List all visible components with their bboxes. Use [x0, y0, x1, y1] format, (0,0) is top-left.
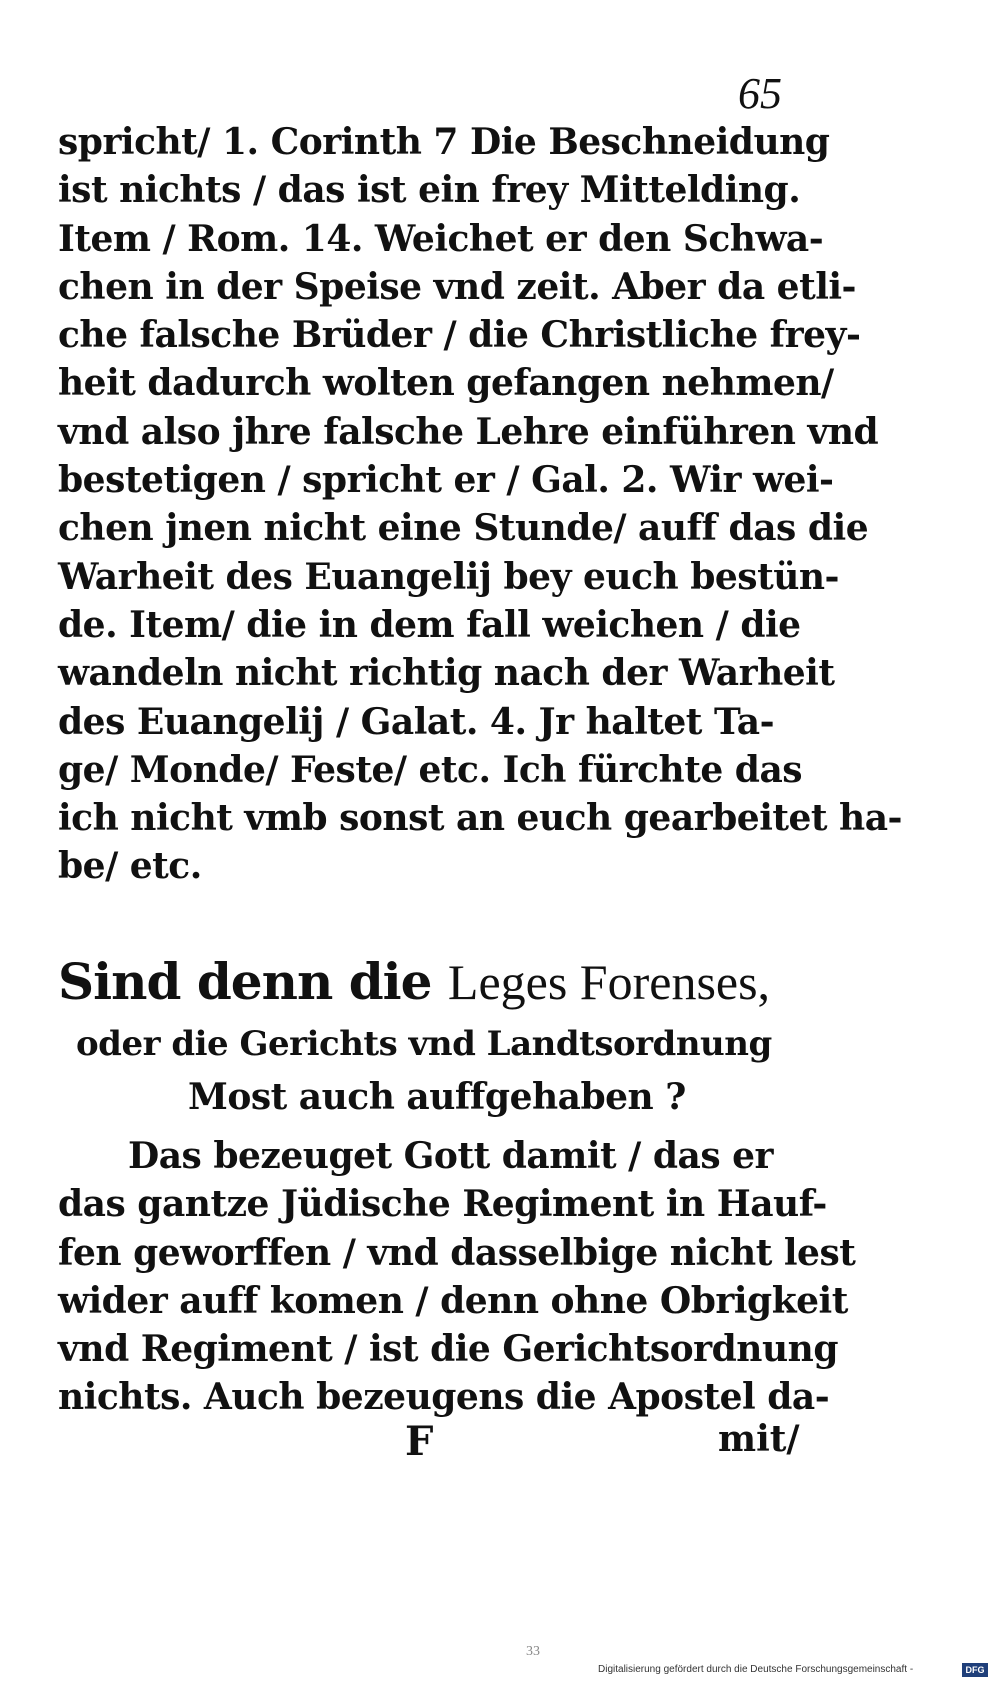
text-line: be/ etc. — [58, 845, 202, 888]
heading-fraktur-part: Sind denn die — [58, 952, 432, 1011]
text-block-2 — [58, 1132, 856, 1422]
signature-mark: F — [405, 1418, 434, 1465]
text-line: chen in der Speise vnd zeit. Aber da etli- — [58, 265, 856, 308]
text-line: das gantze Jüdische Regiment in Hauf- — [58, 1183, 827, 1226]
text-line: chen jnen nicht eine Stunde/ auff das die — [58, 507, 869, 550]
text-line: heit dadurch wolten gefangen nehmen/ — [58, 362, 834, 405]
catchword: mit/ — [718, 1418, 800, 1460]
text-line: wandeln nicht richtig nach der Warheit — [58, 652, 835, 695]
section-heading-line-2: oder die Gerichts vnd Landtsordnung — [76, 1024, 772, 1064]
text-line: des Euangelij / Galat. 4. Jr haltet Ta- — [58, 700, 775, 743]
dfg-logo-badge: DFG — [962, 1663, 988, 1677]
text-line: Das bezeuget Gott damit / das er — [128, 1135, 774, 1177]
text-line: Item / Rom. 14. Weichet er den Schwa- — [58, 217, 824, 260]
section-heading-line-3: Most auch auffgehaben ? — [188, 1076, 686, 1118]
text-line: vnd also jhre falsche Lehre einführen vnd — [58, 410, 879, 453]
text-line: wider auff komen / denn ohne Obrigkeit — [58, 1279, 848, 1322]
text-line: spricht/ 1. Corinth 7 Die Beschneidung — [58, 121, 830, 163]
text-line: ist nichts / das ist ein frey Mittelding. — [58, 169, 801, 212]
text-line: bestetigen / spricht er / Gal. 2. Wir wei- — [58, 459, 834, 502]
section-heading-line-1 — [58, 952, 770, 1012]
scan-mark: 33 — [526, 1644, 540, 1659]
digitization-credit: Digitalisierung gefördert durch die Deutsche Forschungsgemeinschaft - — [598, 1664, 914, 1675]
text-block-1 — [58, 118, 903, 891]
text-line: nichts. Auch bezeugens die Apostel da- — [58, 1376, 830, 1419]
text-line: che falsche Brüder / die Christliche frey- — [58, 314, 861, 357]
text-line: vnd Regiment / ist die Gerichtsordnung — [58, 1328, 838, 1371]
text-line: ge/ Monde/ Feste/ etc. Ich fürchte das — [58, 748, 803, 791]
heading-latin-part: Leges Forenses, — [447, 954, 771, 1010]
text-line: Warheit des Euangelij bey euch bestün- — [58, 555, 839, 598]
page-number: 65 — [738, 69, 782, 118]
text-line: de. Item/ die in dem fall weichen / die — [58, 603, 801, 646]
text-line: ich nicht vmb sonst an euch gearbeitet ha- — [58, 797, 903, 840]
text-line: fen geworffen / vnd dasselbige nicht lest — [58, 1231, 856, 1274]
